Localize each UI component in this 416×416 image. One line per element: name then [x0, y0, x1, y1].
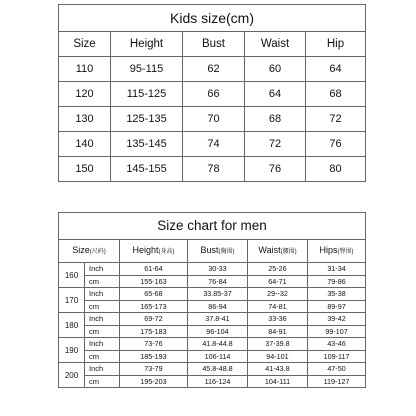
- men-table-row-inch: [59, 363, 366, 376]
- kids-header-size: Size: [59, 32, 111, 57]
- kids-cell-height: 125-135: [111, 107, 183, 132]
- men-cell-waist-inch: 29--32: [248, 288, 308, 301]
- men-cell-unit-inch: Inch: [85, 288, 120, 301]
- men-table-row-cm: [59, 325, 366, 338]
- men-table-row-cm: [59, 300, 366, 313]
- kids-cell-hip: 68: [306, 82, 366, 107]
- men-cell-bust-inch: 30-33: [188, 263, 248, 276]
- men-cell-hips-inch: 47-50: [308, 363, 366, 376]
- men-table-row-cm: [59, 375, 366, 388]
- men-cell-size: 160: [59, 263, 85, 288]
- men-cell-unit-inch: Inch: [85, 338, 120, 351]
- kids-cell-hip: 72: [306, 107, 366, 132]
- men-header-size-en: Size: [72, 245, 90, 255]
- men-cell-unit-inch: Inch: [85, 363, 120, 376]
- men-cell-hips-cm: 79-86: [308, 275, 366, 288]
- kids-cell-waist: 72: [245, 132, 306, 157]
- men-header-bust-cn: (胸围): [218, 249, 235, 255]
- men-cell-hips-cm: 119-127: [308, 375, 366, 388]
- men-cell-height-inch: 65-68: [120, 288, 188, 301]
- men-cell-height-inch: 73-76: [120, 338, 188, 351]
- men-cell-hips-inch: 35-38: [308, 288, 366, 301]
- men-cell-waist-cm: 84-91: [248, 325, 308, 338]
- kids-cell-waist: 60: [245, 57, 306, 82]
- men-cell-bust-cm: 96-104: [188, 325, 248, 338]
- men-header-waist-en: Waist: [258, 245, 281, 255]
- men-cell-waist-cm: 94-101: [248, 350, 308, 363]
- kids-cell-size: 150: [59, 157, 111, 182]
- kids-cell-hip: 64: [306, 57, 366, 82]
- men-cell-hips-inch: 31-34: [308, 263, 366, 276]
- men-header-hips-cn: (臀围): [337, 249, 354, 255]
- men-cell-height-inch: 69-72: [120, 313, 188, 326]
- kids-cell-waist: 68: [245, 107, 306, 132]
- men-cell-waist-inch: 33-36: [248, 313, 308, 326]
- men-header-hips: [308, 240, 366, 263]
- kids-cell-bust: 62: [183, 57, 245, 82]
- men-cell-waist-cm: 104-111: [248, 375, 308, 388]
- men-cell-height-cm: 195-203: [120, 375, 188, 388]
- men-cell-height-cm: 175-183: [120, 325, 188, 338]
- men-header-bust: [188, 240, 248, 263]
- kids-header-height: Height: [111, 32, 183, 57]
- men-cell-hips-inch: 43-46: [308, 338, 366, 351]
- kids-table-row: [59, 57, 366, 82]
- men-cell-bust-cm: 76-84: [188, 275, 248, 288]
- men-table-row-cm: [59, 350, 366, 363]
- men-cell-bust-inch: 41.8-44.8: [188, 338, 248, 351]
- kids-cell-size: 110: [59, 57, 111, 82]
- men-header-bust-en: Bust: [200, 245, 219, 255]
- men-cell-height-cm: 155-163: [120, 275, 188, 288]
- men-cell-waist-inch: 37-39.8: [248, 338, 308, 351]
- kids-cell-waist: 76: [245, 157, 306, 182]
- kids-cell-height: 95-115: [111, 57, 183, 82]
- kids-header-waist: Waist: [245, 32, 306, 57]
- men-cell-unit-cm: cm: [85, 375, 120, 388]
- men-cell-hips-cm: 109-117: [308, 350, 366, 363]
- kids-table-row: [59, 132, 366, 157]
- kids-cell-waist: 64: [245, 82, 306, 107]
- men-cell-unit-cm: cm: [85, 350, 120, 363]
- men-cell-waist-cm: 74-81: [248, 300, 308, 313]
- men-header-size: [59, 240, 120, 263]
- men-cell-height-inch: 61-64: [120, 263, 188, 276]
- kids-cell-size: 120: [59, 82, 111, 107]
- men-cell-unit-cm: cm: [85, 325, 120, 338]
- men-cell-bust-inch: 33.85-37: [188, 288, 248, 301]
- men-cell-height-inch: 73-79: [120, 363, 188, 376]
- men-table-row-inch: [59, 288, 366, 301]
- kids-header-row: [59, 32, 366, 57]
- men-table-row-inch: [59, 313, 366, 326]
- men-cell-bust-inch: 45.8-48.8: [188, 363, 248, 376]
- men-cell-unit-inch: Inch: [85, 313, 120, 326]
- men-header-height-cn: (身高): [158, 249, 175, 255]
- kids-table-title: Kids size(cm): [59, 5, 366, 32]
- kids-cell-size: 130: [59, 107, 111, 132]
- men-cell-unit-cm: cm: [85, 300, 120, 313]
- men-header-height-en: Height: [132, 245, 159, 255]
- kids-cell-bust: 70: [183, 107, 245, 132]
- men-cell-waist-inch: 25-26: [248, 263, 308, 276]
- men-table-title: Size chart for men: [59, 213, 366, 240]
- men-cell-waist-inch: 41-43.8: [248, 363, 308, 376]
- men-cell-height-cm: 185-193: [120, 350, 188, 363]
- men-header-size-cn: (尺码): [89, 249, 106, 255]
- kids-cell-bust: 74: [183, 132, 245, 157]
- men-cell-bust-cm: 86-94: [188, 300, 248, 313]
- men-cell-unit-inch: Inch: [85, 263, 120, 276]
- men-cell-hips-cm: 99-107: [308, 325, 366, 338]
- men-cell-waist-cm: 64-71: [248, 275, 308, 288]
- kids-size-table: [58, 4, 366, 182]
- men-header-hips-en: Hips: [319, 245, 338, 255]
- men-cell-size: 180: [59, 313, 85, 338]
- men-header-waist: [248, 240, 308, 263]
- kids-cell-height: 115-125: [111, 82, 183, 107]
- kids-cell-bust: 66: [183, 82, 245, 107]
- kids-cell-hip: 80: [306, 157, 366, 182]
- kids-cell-hip: 76: [306, 132, 366, 157]
- kids-table-row: [59, 157, 366, 182]
- men-cell-size: 170: [59, 288, 85, 313]
- men-header-waist-cn: (腰围): [280, 249, 297, 255]
- men-header-height: [120, 240, 188, 263]
- kids-cell-height: 145-155: [111, 157, 183, 182]
- kids-header-bust: Bust: [183, 32, 245, 57]
- kids-header-hip: Hip: [306, 32, 366, 57]
- men-cell-bust-inch: 37.8-41: [188, 313, 248, 326]
- kids-table-row: [59, 107, 366, 132]
- men-table-row-inch: [59, 263, 366, 276]
- men-header-row: [59, 240, 366, 263]
- men-cell-hips-cm: 89-97: [308, 300, 366, 313]
- men-cell-hips-inch: 39-42: [308, 313, 366, 326]
- men-size-table: [58, 212, 366, 388]
- men-cell-height-cm: 165-173: [120, 300, 188, 313]
- kids-cell-height: 135-145: [111, 132, 183, 157]
- men-cell-size: 190: [59, 338, 85, 363]
- men-cell-bust-cm: 116-124: [188, 375, 248, 388]
- men-table-row-cm: [59, 275, 366, 288]
- men-cell-size: 200: [59, 363, 85, 388]
- kids-cell-size: 140: [59, 132, 111, 157]
- men-cell-unit-cm: cm: [85, 275, 120, 288]
- men-table-row-inch: [59, 338, 366, 351]
- kids-cell-bust: 78: [183, 157, 245, 182]
- men-cell-bust-cm: 106-114: [188, 350, 248, 363]
- kids-table-row: [59, 82, 366, 107]
